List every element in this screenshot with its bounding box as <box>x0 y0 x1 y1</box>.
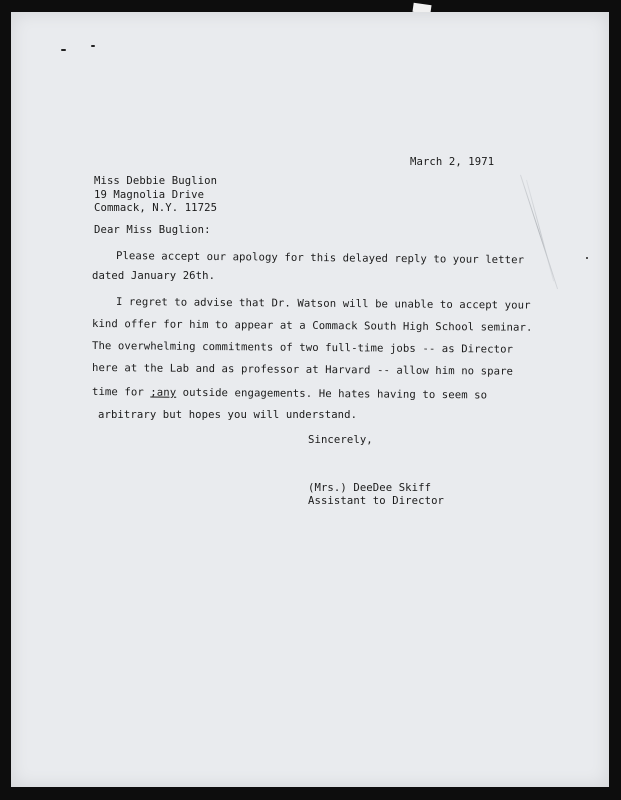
signatory-name: (Mrs.) DeeDee Skiff <box>308 482 432 494</box>
line-5-end: outside engagements. He hates having to seem so <box>176 386 488 402</box>
salutation: Dear Miss Buglion: <box>94 224 211 236</box>
recipient-street: 19 Magnolia Drive <box>94 189 205 201</box>
recipient-city: Commack, N.Y. 11725 <box>94 202 218 214</box>
paragraph-2-line-3: The overwhelming commitments of two full-time jobs -- as Director <box>91 340 514 356</box>
paragraph-2-line-1: I regret to advise that Dr. Watson will be unable to accept your <box>115 296 531 312</box>
paragraph-2-line-6: arbitrary but hopes you will understand. <box>98 409 358 421</box>
recipient-name: Miss Debbie Buglion <box>94 175 218 187</box>
closing: Sincerely, <box>308 434 373 446</box>
paragraph-2-line-2: kind offer for him to appear at a Commack South High School seminar. <box>91 318 533 334</box>
paragraph-2-line-5 <box>92 386 487 401</box>
letter-date: March 2, 1971 <box>410 156 495 168</box>
underlined-word: ;any <box>150 386 177 399</box>
line-5-start: time for <box>91 386 151 399</box>
paragraph-2-line-4: here at the Lab and as professor at Harvard -- allow him no spare <box>91 362 514 378</box>
paragraph-1-line-2: dated January 26th. <box>92 270 216 282</box>
signatory-title: Assistant to Director <box>308 495 445 507</box>
paragraph-1-line-1: Please accept our apology for this delayed reply to your letter <box>115 250 525 267</box>
